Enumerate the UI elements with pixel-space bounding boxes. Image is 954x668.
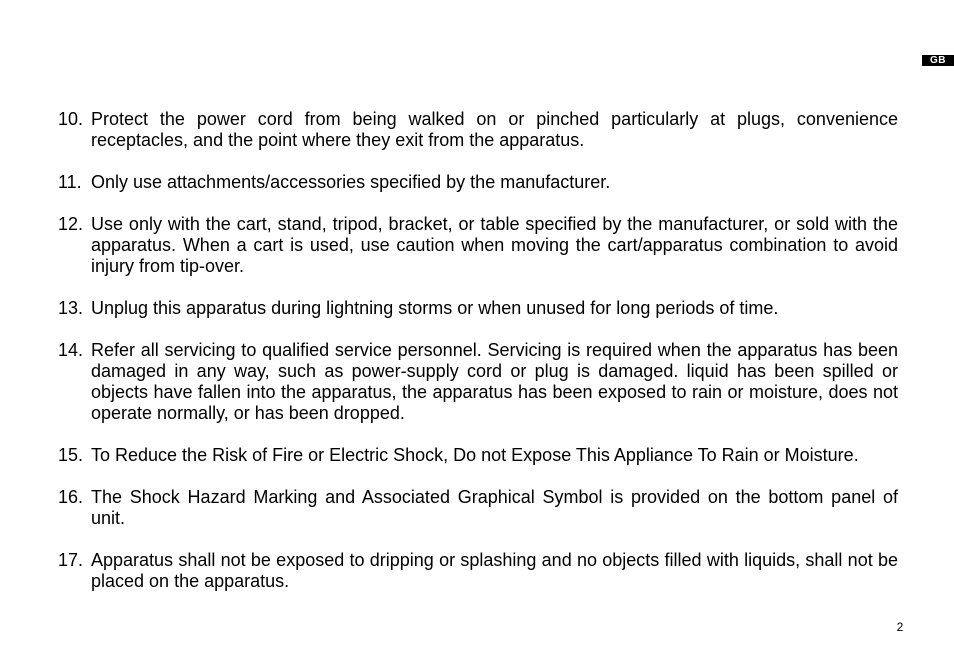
instruction-text: Unplug this apparatus during lightning storms or when unused for long periods of time. [91, 298, 779, 318]
instruction-number: 15. [58, 445, 84, 465]
instruction-text: Use only with the cart, stand, tripod, bracket, or table specified by the manufacturer, or sold with the apparatus. When a cart is used, use caution when moving the cart/apparatus combination to avoid injury from tip-over. [91, 214, 898, 276]
instruction-text: Protect the power cord from being walked on or pinched particularly at plugs, convenience receptacles, and the point where they exit from the apparatus. [91, 109, 898, 150]
safety-instructions-list [58, 109, 898, 592]
instruction-number: 16. [58, 487, 84, 507]
instruction-number: 10. [58, 109, 84, 129]
instruction-item-10 [58, 109, 898, 151]
language-badge: GB [922, 55, 954, 66]
instruction-number: 13. [58, 298, 84, 318]
instruction-item-11 [58, 172, 898, 193]
instruction-number: 12. [58, 214, 84, 234]
instruction-number: 17. [58, 550, 84, 570]
instruction-text: To Reduce the Risk of Fire or Electric Shock, Do not Expose This Appliance To Rain or Moisture. [91, 445, 859, 465]
instruction-item-14 [58, 340, 898, 424]
instruction-number: 11. [58, 172, 82, 192]
instruction-item-12 [58, 214, 898, 277]
instruction-item-16 [58, 487, 898, 529]
instruction-text: Refer all servicing to qualified service personnel. Servicing is required when the apparatus has been damaged in any way, such as power-supply cord or plug is damaged. liquid has been spilled or objects have fallen into the apparatus, the apparatus has been exposed to rain or moisture, does not operate normally, or has been dropped. [91, 340, 898, 423]
instruction-item-15 [58, 445, 898, 466]
instruction-number: 14. [58, 340, 84, 360]
page-number: 2 [896, 620, 904, 634]
instruction-text: Apparatus shall not be exposed to dripping or splashing and no objects filled with liquids, shall not be placed on the apparatus. [91, 550, 898, 591]
instruction-item-17 [58, 550, 898, 592]
instruction-item-13 [58, 298, 898, 319]
instruction-text: Only use attachments/accessories specified by the manufacturer. [91, 172, 611, 192]
instruction-text: The Shock Hazard Marking and Associated Graphical Symbol is provided on the bottom panel of unit. [91, 487, 898, 528]
